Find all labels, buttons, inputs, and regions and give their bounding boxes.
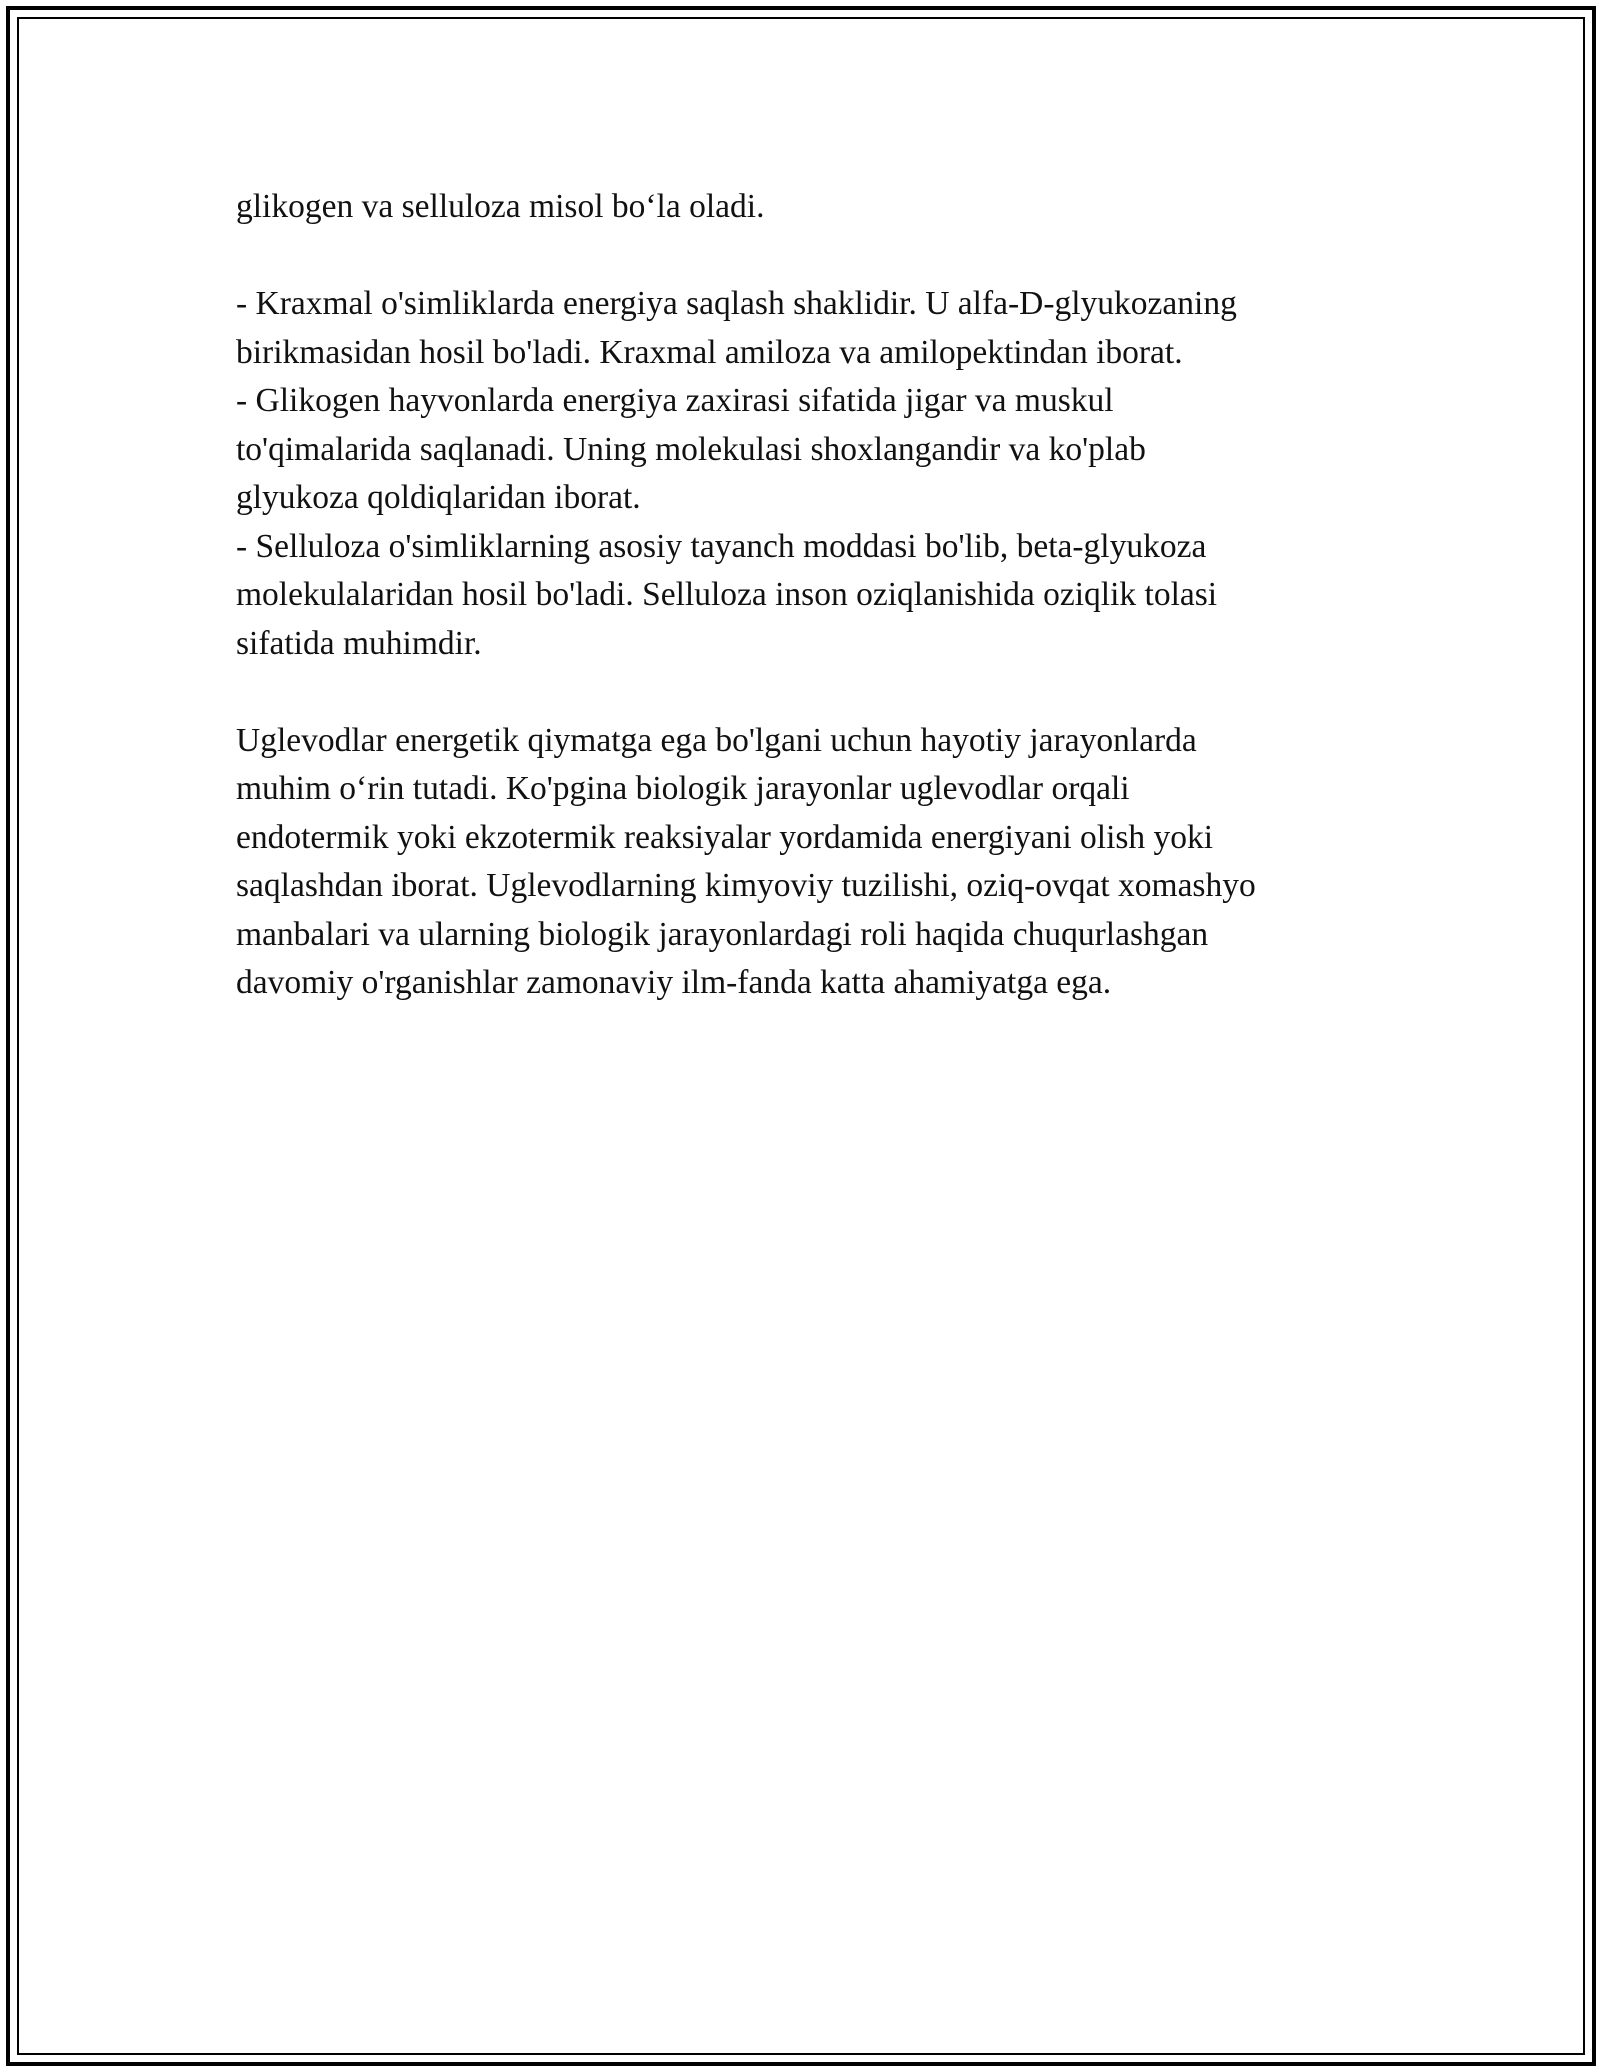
text-line: davomiy o'rganishlar zamonaviy ilm-fanda katta ahamiyatga ega. bbox=[236, 964, 1112, 1001]
text-line: manbalari va ularning biologik jarayonlardagi roli haqida chuqurlashgan bbox=[236, 915, 1209, 953]
list-item-glycogen bbox=[236, 377, 1386, 523]
text-line: to'qimalarida saqlanadi. Uning molekulasi shoxlangandir va ko'plab bbox=[236, 430, 1146, 468]
text-line: - Glikogen hayvonlarda energiya zaxirasi sifatida jigar va muskul bbox=[236, 382, 1114, 419]
paragraph-gap bbox=[236, 668, 1386, 717]
paragraph-gap bbox=[236, 232, 1386, 281]
text-line: molekulalaridan hosil bo'ladi. Selluloza inson oziqlanishida oziqlik tolasi bbox=[236, 576, 1218, 613]
list-item-starch bbox=[236, 280, 1386, 377]
text-line: Uglevodlar energetik qiymatga ega bo'lgani uchun hayotiy jarayonlarda bbox=[236, 721, 1197, 759]
text-line: saqlashdan iborat. Uglevodlarning kimyoviy tuzilishi, oziq-ovqat xomashyo bbox=[236, 867, 1256, 904]
text-line: - Selluloza o'simliklarning asosiy tayanch moddasi bo'lib, beta-glyukoza bbox=[236, 527, 1207, 565]
text-line: birikmasidan hosil bo'ladi. Kraxmal amiloza va amilopektindan iborat. bbox=[236, 333, 1183, 371]
text-line: muhim o‘rin tutadi. Ko'pgina biologik jarayonlar uglevodlar orqali bbox=[236, 770, 1130, 807]
document-body bbox=[236, 183, 1386, 1008]
intro-paragraph bbox=[236, 183, 1386, 232]
text-line: endotermik yoki ekzotermik reaksiyalar yordamida energiyani olish yoki bbox=[236, 818, 1214, 856]
final-paragraph bbox=[236, 717, 1386, 1008]
carbohydrate-list bbox=[236, 280, 1386, 668]
text-line: glikogen va selluloza misol bo‘la oladi. bbox=[236, 188, 765, 225]
text-line: sifatida muhimdir. bbox=[236, 624, 482, 662]
text-line: - Kraxmal o'simliklarda energiya saqlash shaklidir. U alfa-D-glyukozaning bbox=[236, 285, 1237, 322]
text-line: glyukoza qoldiqlaridan iborat. bbox=[236, 479, 641, 516]
list-item-cellulose bbox=[236, 523, 1386, 669]
